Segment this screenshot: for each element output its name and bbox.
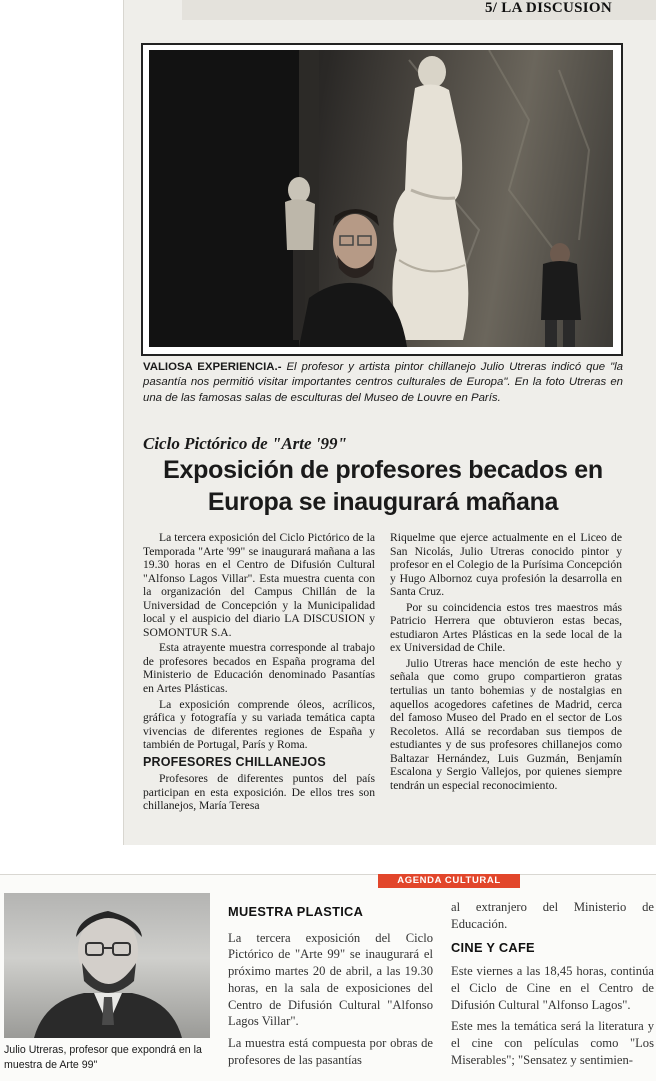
masthead-band xyxy=(182,0,656,20)
agenda-column-cine xyxy=(451,899,654,1068)
article-paragraph: Por su coincidencia estos tres maestros más Patricio Herrera que obtuvieron estas becas, estudiaron Artes Plásticas en la sede local de la ex Universidad de Chile. xyxy=(390,600,622,655)
article-kicker: Ciclo Pictórico de "Arte '99" xyxy=(143,434,347,453)
article-photo-frame xyxy=(141,43,623,356)
agenda-cultural-tag: AGENDA CULTURAL xyxy=(378,874,520,888)
portrait-photo xyxy=(4,893,210,1038)
article-column-1 xyxy=(143,531,375,813)
article-column-2 xyxy=(390,531,622,792)
photo-caption-body: El profesor y artista pintor chillanejo Julio Utreras indicó que "la pasantía nos permitió visitar importantes centros culturales de Europa". En la foto Utreras en una de las famosas salas de esculturas del Museo de Louvre en París. xyxy=(143,361,623,404)
museum-scene-illustration xyxy=(149,50,613,347)
article-photo xyxy=(149,50,613,347)
photo-caption-lead: VALIOSA EXPERIENCIA.- xyxy=(143,361,282,373)
article-paragraph: Profesores de diferentes puntos del país participan en esta exposición. De ellos tres son chillanejos, María Teresa xyxy=(143,772,375,813)
article-subhead: PROFESORES CHILLANEJOS xyxy=(143,754,326,769)
agenda-paragraph: Este viernes a las 18,45 horas, continúa el Ciclo de Cine en el Centro de Difusión Cultural "Alfonso Lagos". xyxy=(451,964,654,1012)
agenda-paragraph: La muestra está compuesta por obras de profesores de las pasantías xyxy=(228,1035,433,1067)
article-paragraph: La exposición comprende óleos, acrílicos, gráfica y fotografía y su variada temática capta vivencias de diferentes regiones de España y también de Portugal, París y Roma. xyxy=(143,697,375,752)
agenda-paragraph: al extranjero del Ministerio de Educación. xyxy=(451,900,654,931)
portrait-illustration xyxy=(4,893,210,1038)
article-paragraph: Riquelme que ejerce actualmente en el Liceo de San Nicolás, Julio Utreras conocido pintor y profesor en el Colegio de la Purísima Concepción y Hugo Albornoz cuya profesión la desarrolla en Santa Cruz. xyxy=(390,531,622,599)
agenda-paragraph: La tercera exposición del Ciclo Pictórico de "Arte 99" se inaugurará el próximo martes 20 de abril, a las 19.30 horas, en la sala de exposiciones del Centro de Difusión Cultural "Alfonso Lagos Villar". xyxy=(228,930,433,1029)
muestra-plastica-heading: MUESTRA PLASTICA xyxy=(228,904,364,919)
masthead: 5/ LA DISCUSION xyxy=(484,0,612,16)
article-paragraph: Esta atrayente muestra corresponde al trabajo de profesores becados en España programa del Ministerio de Educación denominado Pasantías en Artes Plásticas. xyxy=(143,641,375,696)
cine-y-cafe-heading: CINE Y CAFE xyxy=(451,940,535,956)
article-paragraph: La tercera exposición del Ciclo Pictórico de la Temporada "Arte '99" se inaugurará mañana a las 19.30 horas en el Centro de Difusión Cultural "Alfonso Lagos Villar". Esta muestra cuenta con la organización del Campus Chillán de la Universidad de Concepción y la Municipalidad local y el auspicio del diario LA DISCUSION y SOMONTUR S.A. xyxy=(143,531,375,639)
portrait-caption: Julio Utreras, profesor que expondrá en la muestra de Arte 99" xyxy=(4,1044,202,1071)
article-paragraph: Julio Utreras hace mención de este hecho y señala que como grupo compartieron gratas tertulias un tanto bohemias y de nostalgias en aquellos acogedores cafetines de Madrid, cerca del famoso Museo del Prado en el sector de Los Recoletos. Allá se recordaban sus tiempos de estudiantes y de sus profesores chillanejos como Baltazar Hernández, Luis Guzmán, Benjamín Escalona y Sergio Vallejos, por quienes siempre tendrán un especial reconocimiento. xyxy=(390,656,622,792)
agenda-paragraph: Este mes la temática será la literatura y el cine con películas como "Los Miserables"; "Sensatez y sentimien- xyxy=(451,1019,654,1067)
agenda-column-muestra xyxy=(228,904,433,1068)
photo-caption xyxy=(143,360,623,406)
article-headline: Exposición de profesores becados en Europa se inaugurará mañana xyxy=(163,456,603,516)
